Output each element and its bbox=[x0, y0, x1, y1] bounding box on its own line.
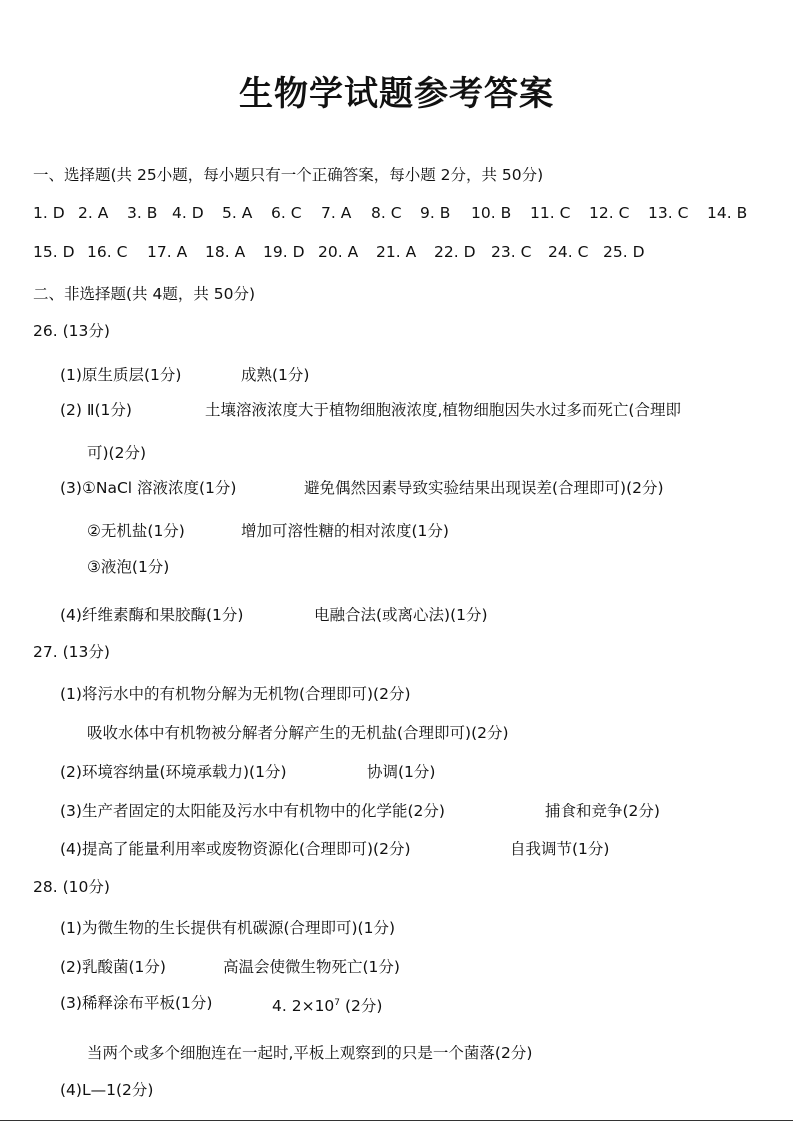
q27-answer: 协调(1分) bbox=[367, 763, 436, 781]
mcq-answer: 2. A bbox=[78, 204, 109, 222]
mcq-answer: 17. A bbox=[147, 243, 188, 261]
q26-answer: ③液泡(1分) bbox=[87, 558, 170, 576]
q27-answer: 捕食和竞争(2分) bbox=[545, 802, 660, 820]
q26-answer: ②无机盐(1分) bbox=[87, 522, 185, 540]
mcq-answer: 13. C bbox=[648, 204, 689, 222]
q26-answer: (3)①NaCl 溶液浓度(1分) bbox=[60, 479, 237, 497]
mcq-answer: 3. B bbox=[127, 204, 158, 222]
q27-answer: (4)提高了能量利用率或废物资源化(合理即可)(2分) bbox=[60, 840, 411, 858]
q28-answer: (4)L—1(2分) bbox=[60, 1081, 154, 1099]
mcq-answer: 12. C bbox=[589, 204, 630, 222]
mcq-answer: 16. C bbox=[87, 243, 128, 261]
q28-heading: 28. (10分) bbox=[33, 878, 110, 896]
mcq-answer: 22. D bbox=[434, 243, 476, 261]
mcq-answer: 8. C bbox=[371, 204, 402, 222]
q26-answer: 电融合法(或离心法)(1分) bbox=[314, 606, 488, 624]
count-score: (2分) bbox=[340, 997, 383, 1015]
section1-heading: 一、选择题(共 25小题，每小题只有一个正确答案，每小题 2分，共 50分) bbox=[33, 166, 544, 184]
mcq-answer: 19. D bbox=[263, 243, 305, 261]
q27-answer: (1)将污水中的有机物分解为无机物(合理即可)(2分) bbox=[60, 685, 411, 703]
mcq-answer: 21. A bbox=[376, 243, 417, 261]
q28-answer: (3)稀释涂布平板(1分) bbox=[60, 994, 213, 1012]
mcq-answer: 20. A bbox=[318, 243, 359, 261]
q26-answer: 成熟(1分) bbox=[241, 366, 310, 384]
mcq-answer: 6. C bbox=[271, 204, 302, 222]
q28-answer: 当两个或多个细胞连在一起时,平板上观察到的只是一个菌落(2分) bbox=[87, 1044, 533, 1062]
count-exponent: 7 bbox=[334, 998, 341, 1008]
mcq-answer: 18. A bbox=[205, 243, 246, 261]
mcq-answer: 1. D bbox=[33, 204, 65, 222]
mcq-answer: 24. C bbox=[548, 243, 589, 261]
q26-answer: (4)纤维素酶和果胶酶(1分) bbox=[60, 606, 244, 624]
mcq-answer: 4. D bbox=[172, 204, 204, 222]
mcq-answer: 9. B bbox=[420, 204, 451, 222]
q26-answer: 可)(2分) bbox=[87, 444, 147, 462]
q28-answer-count bbox=[272, 993, 382, 1016]
q27-answer: 自我调节(1分) bbox=[510, 840, 610, 858]
mcq-answer: 15. D bbox=[33, 243, 75, 261]
bottom-divider bbox=[0, 1120, 793, 1121]
q26-answer: (1)原生质层(1分) bbox=[60, 366, 182, 384]
mcq-answer: 5. A bbox=[222, 204, 253, 222]
mcq-answer: 25. D bbox=[603, 243, 645, 261]
mcq-answer: 23. C bbox=[491, 243, 532, 261]
q27-answer: (3)生产者固定的太阳能及污水中有机物中的化学能(2分) bbox=[60, 802, 445, 820]
q27-heading: 27. (13分) bbox=[33, 643, 110, 661]
q28-answer: (1)为微生物的生长提供有机碳源(合理即可)(1分) bbox=[60, 919, 396, 937]
mcq-answer: 7. A bbox=[321, 204, 352, 222]
q26-heading: 26. (13分) bbox=[33, 322, 110, 340]
mcq-answer: 11. C bbox=[530, 204, 571, 222]
q28-answer: 高温会使微生物死亡(1分) bbox=[223, 958, 400, 976]
section2-heading: 二、非选择题(共 4题，共 50分) bbox=[33, 285, 256, 303]
q28-answer: (2)乳酸菌(1分) bbox=[60, 958, 166, 976]
q26-answer: (2) Ⅱ(1分) bbox=[60, 401, 132, 419]
count-base: 4. 2×10 bbox=[272, 997, 335, 1015]
q27-answer: (2)环境容纳量(环境承载力)(1分) bbox=[60, 763, 287, 781]
q26-answer: 增加可溶性糖的相对浓度(1分) bbox=[241, 522, 449, 540]
mcq-answer: 10. B bbox=[471, 204, 512, 222]
q26-answer: 土壤溶液浓度大于植物细胞液浓度,植物细胞因失水过多而死亡(合理即 bbox=[205, 401, 681, 419]
q26-answer: 避免偶然因素导致实验结果出现误差(合理即可)(2分) bbox=[304, 479, 664, 497]
mcq-answer: 14. B bbox=[707, 204, 748, 222]
q27-answer: 吸收水体中有机物被分解者分解产生的无机盐(合理即可)(2分) bbox=[87, 724, 509, 742]
page-title: 生物学试题参考答案 bbox=[239, 74, 554, 114]
